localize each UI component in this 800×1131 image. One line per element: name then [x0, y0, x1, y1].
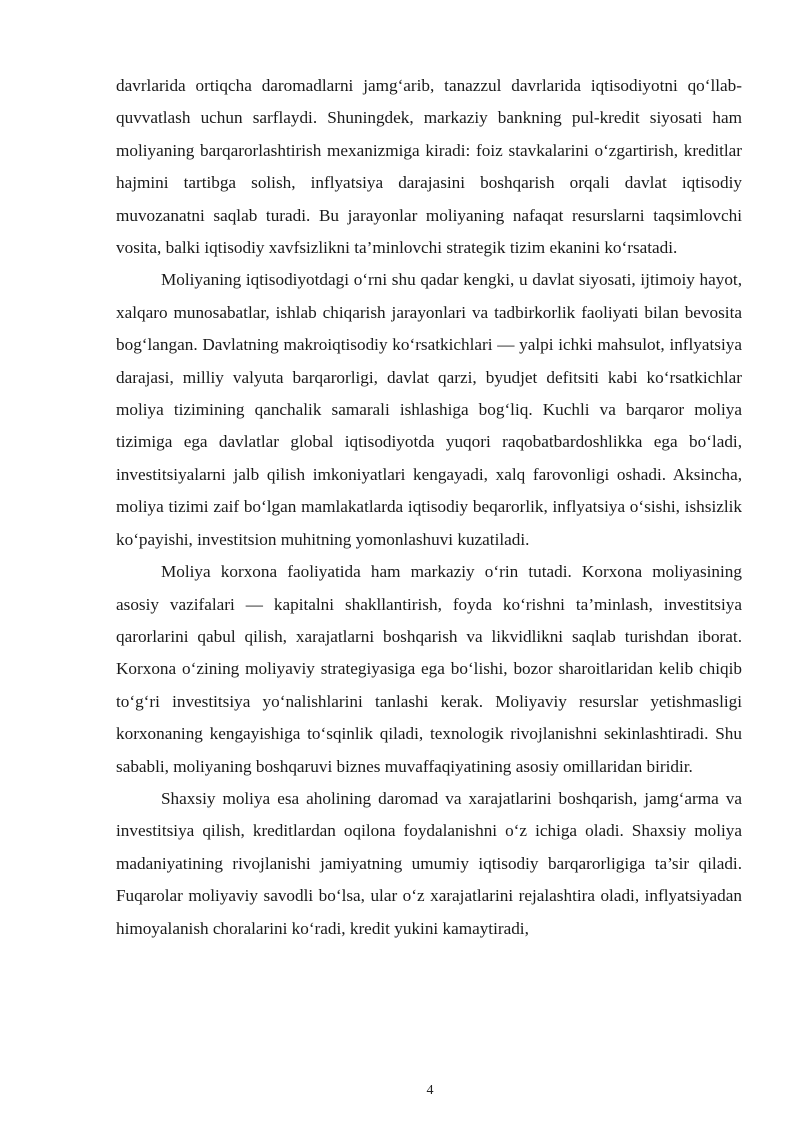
document-body — [116, 70, 742, 945]
page-number: 4 — [426, 1083, 434, 1098]
paragraph-finance-role: Moliyaning iqtisodiyotdagi o‘rni shu qadar kengki, u davlat siyosati, ijtimoiy hayot, xalqaro munosabatlar, ishlab chiqarish jarayonlari va tadbirkorlik faoliyati bilan bevosita bog‘langan. Davlatning makroiqtisodiy ko‘rsatkichlari — yalpi ichki mahsulot, inflyatsiya darajasi, milliy valyuta barqarorligi, davlat qarzi, byudjet defitsiti kabi ko‘rsatkichlar moliya tizimining qanchalik samarali ishlashiga bog‘liq. Kuchli va barqaror moliya tizimiga ega davlatlar global iqtisodiyotda yuqori raqobatbardoshlikka ega bo‘ladi, investitsiyalarni jalb qilish imkoniyatlari kengayadi, xalq farovonligi oshadi. Aksincha, moliya tizimi zaif bo‘lgan mamlakatlarda iqtisodiy beqarorlik, inflyatsiya o‘sishi, ishsizlik ko‘payishi, investitsion muhitning yomonlashuvi kuzatiladi. — [116, 270, 742, 549]
paragraph-enterprise-finance: Moliya korxona faoliyatida ham markaziy o‘rin tutadi. Korxona moliyasining asosiy vazifalari — kapitalni shakllantirish, foyda ko‘rishni ta’minlash, investitsiya qarorlarini qabul qilish, xarajatlarni boshqarish va likvidlikni saqlab turishdan iborat. Korxona o‘zining moliyaviy strategiyasiga ega bo‘lishi, bozor sharoitlaridan kelib chiqib to‘g‘ri investitsiya yo‘nalishlarini tanlashi kerak. Moliyaviy resurslar yetishmasligi korxonaning kengayishiga to‘sqinlik qiladi, texnologik rivojlanishni sekinlashtiradi. Shu sababli, moliyaning boshqaruvi biznes muvaffaqiyatining asosiy omillaridan biridir. — [116, 562, 742, 776]
paragraph-personal-finance: Shaxsiy moliya esa aholining daromad va xarajatlarini boshqarish, jamg‘arma va investitsiya qilish, kreditlardan oqilona foydalanishni o‘z ichiga oladi. Shaxsiy moliya madaniyatining rivojlanishi jamiyatning umumiy iqtisodiy barqarorligiga ta’sir qiladi. Fuqarolar moliyaviy savodli bo‘lsa, ular o‘z xarajatlarini rejalashtira oladi, inflyatsiyadan himoyalanish choralarini ko‘radi, kredit yukini kamaytiradi, — [116, 788, 742, 938]
paragraph-continuation: davrlarida ortiqcha daromadlarni jamg‘arib, tanazzul davrlarida iqtisodiyotni qo‘llab-quvvatlash uchun sarflaydi. Shuningdek, markaziy bankning pul-kredit siyosati ham moliyaning barqarorlashtirish mexanizmiga kiradi: foiz stavkalarini o‘zgartirish, kreditlar hajmini tartibga solish, inflyatsiya darajasini boshqarish orqali davlat iqtisodiy muvozanatni saqlab turadi. Bu jarayonlar moliyaning nafaqat resurslarni taqsimlovchi vosita, balki iqtisodiy xavfsizlikni ta’minlovchi strategik tizim ekanini ko‘rsatadi. — [116, 76, 742, 258]
